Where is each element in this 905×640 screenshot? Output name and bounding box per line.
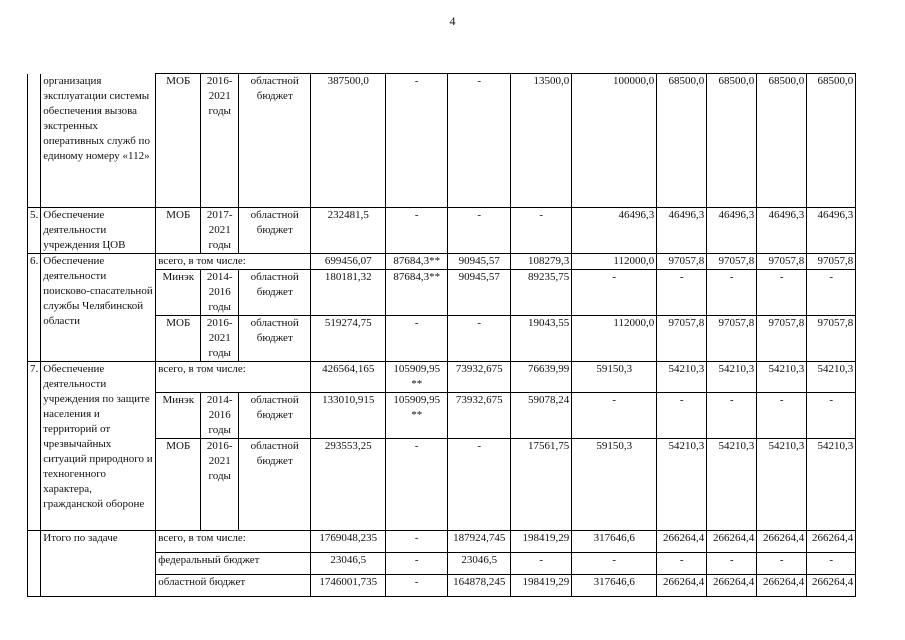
value-cell: 198419,29 — [511, 575, 572, 597]
table-row — [28, 254, 856, 270]
value-cell: - — [386, 439, 448, 531]
measure-name: организация эксплуатации системы обеспечения вызова экстренных оперативных служб по единому номеру «112» — [41, 74, 156, 208]
value-cell: 97057,8 — [657, 254, 707, 270]
value-cell: 87684,3** — [386, 254, 448, 270]
value-cell: - — [757, 393, 807, 439]
fed-label: федеральный бюджет — [156, 553, 311, 575]
value-cell: - — [511, 208, 572, 254]
value-cell: 97057,8 — [657, 316, 707, 362]
value-cell: - — [657, 270, 707, 316]
value-cell: 68500,0 — [807, 74, 856, 208]
executor-cell: МОБ — [156, 316, 201, 362]
obl-label: областной бюджет — [156, 575, 311, 597]
value-cell: - — [707, 270, 757, 316]
value-cell: 97057,8 — [707, 316, 757, 362]
value-cell: 54210,3 — [707, 362, 757, 393]
value-cell: 105909,95 ** — [386, 393, 448, 439]
value-cell: 46496,3 — [657, 208, 707, 254]
value-cell: 266264,4 — [757, 575, 807, 597]
value-cell: 46496,3 — [807, 208, 856, 254]
value-cell: 97057,8 — [707, 254, 757, 270]
value-cell: 266264,4 — [807, 531, 856, 553]
number-cell: 7. — [28, 362, 41, 531]
source-cell: областной бюджет — [239, 393, 311, 439]
period-cell: 2016-2021 годы — [201, 74, 239, 208]
value-cell: - — [511, 553, 572, 575]
value-cell: 97057,8 — [757, 316, 807, 362]
value-cell: 23046,5 — [448, 553, 511, 575]
value-cell: - — [757, 553, 807, 575]
value-cell: 266264,4 — [707, 531, 757, 553]
executor-cell: МОБ — [156, 74, 201, 208]
period-cell: 2014-2016 годы — [201, 270, 239, 316]
value-cell: 519274,75 — [311, 316, 386, 362]
value-cell: 59078,24 — [511, 393, 572, 439]
value-cell: - — [757, 270, 807, 316]
value-cell: 293553,25 — [311, 439, 386, 531]
total-label: всего, в том числе: — [156, 531, 311, 553]
value-cell: 68500,0 — [757, 74, 807, 208]
value-cell: - — [386, 531, 448, 553]
value-cell: 180181,32 — [311, 270, 386, 316]
value-cell: 97057,8 — [757, 254, 807, 270]
value-cell: 68500,0 — [707, 74, 757, 208]
source-cell: областной бюджет — [239, 316, 311, 362]
value-cell: 90945,57 — [448, 270, 511, 316]
value-cell: 266264,4 — [707, 575, 757, 597]
value-cell: 187924,745 — [448, 531, 511, 553]
value-cell: 426564,165 — [311, 362, 386, 393]
value-cell: - — [572, 270, 657, 316]
value-cell: 164878,245 — [448, 575, 511, 597]
total-label: всего, в том числе: — [156, 362, 311, 393]
value-cell: 89235,75 — [511, 270, 572, 316]
table-row — [28, 74, 856, 208]
page-number: 4 — [449, 14, 456, 28]
value-cell: - — [807, 393, 856, 439]
value-cell: - — [386, 316, 448, 362]
value-cell: 54210,3 — [707, 439, 757, 531]
value-cell: 54210,3 — [657, 439, 707, 531]
value-cell: - — [386, 553, 448, 575]
value-cell: 87684,3** — [386, 270, 448, 316]
value-cell: 46496,3 — [757, 208, 807, 254]
value-cell: 73932,675 — [448, 393, 511, 439]
measure-name: Обеспечение деятельности поисково-спасательной службы Челябинской области — [41, 254, 156, 362]
period-cell: 2016-2021 годы — [201, 316, 239, 362]
value-cell: 54210,3 — [807, 439, 856, 531]
number-cell — [28, 531, 41, 597]
source-cell: областной бюджет — [239, 208, 311, 254]
value-cell: - — [572, 393, 657, 439]
value-cell: 232481,5 — [311, 208, 386, 254]
value-cell: 387500,0 — [311, 74, 386, 208]
value-cell: 133010,915 — [311, 393, 386, 439]
value-cell: - — [707, 553, 757, 575]
value-cell: 317646,6 — [572, 575, 657, 597]
value-cell: 54210,3 — [757, 362, 807, 393]
value-cell: 90945,57 — [448, 254, 511, 270]
value-cell: 198419,29 — [511, 531, 572, 553]
total-name: Итого по задаче — [41, 531, 156, 597]
value-cell: 76639,99 — [511, 362, 572, 393]
value-cell: - — [448, 316, 511, 362]
value-cell: 266264,4 — [657, 531, 707, 553]
period-cell: 2016-2021 годы — [201, 439, 239, 531]
source-cell: областной бюджет — [239, 270, 311, 316]
value-cell: 54210,3 — [757, 439, 807, 531]
value-cell: 100000,0 — [572, 74, 657, 208]
measure-name: Обеспечение деятельности учреждения по защите населения и территорий от чрезвычайных ситуаций природного и техногенного характера, гражданской обороне — [41, 362, 156, 531]
value-cell: 17561,75 — [511, 439, 572, 531]
value-cell: 68500,0 — [657, 74, 707, 208]
value-cell: - — [807, 270, 856, 316]
value-cell: 54210,3 — [657, 362, 707, 393]
value-cell: - — [386, 208, 448, 254]
number-cell: 5. — [28, 208, 41, 254]
value-cell: - — [707, 393, 757, 439]
period-cell: 2014-2016 годы — [201, 393, 239, 439]
value-cell: 13500,0 — [511, 74, 572, 208]
value-cell: 112000,0 — [572, 316, 657, 362]
value-cell: 23046,5 — [311, 553, 386, 575]
source-cell: областной бюджет — [239, 74, 311, 208]
value-cell: 105909,95 ** — [386, 362, 448, 393]
value-cell: 46496,3 — [707, 208, 757, 254]
value-cell: 59150,3 — [572, 439, 657, 531]
value-cell: 266264,4 — [657, 575, 707, 597]
table-row — [28, 531, 856, 553]
table-row — [28, 208, 856, 254]
executor-cell: Минэк — [156, 393, 201, 439]
value-cell: 112000,0 — [572, 254, 657, 270]
number-cell — [28, 74, 41, 208]
value-cell: - — [448, 208, 511, 254]
number-cell: 6. — [28, 254, 41, 362]
executor-cell: МОБ — [156, 208, 201, 254]
source-cell: областной бюджет — [239, 439, 311, 531]
value-cell: - — [448, 439, 511, 531]
measure-name: Обеспечение деятельности учреждения ЦОВ — [41, 208, 156, 254]
value-cell: 59150,3 — [572, 362, 657, 393]
value-cell: - — [448, 74, 511, 208]
table-row — [28, 362, 856, 393]
value-cell: 1746001,735 — [311, 575, 386, 597]
executor-cell: Минэк — [156, 270, 201, 316]
value-cell: 73932,675 — [448, 362, 511, 393]
value-cell: 266264,4 — [807, 575, 856, 597]
value-cell: 97057,8 — [807, 316, 856, 362]
value-cell: 108279,3 — [511, 254, 572, 270]
value-cell: 699456,07 — [311, 254, 386, 270]
value-cell: - — [572, 553, 657, 575]
budget-table — [27, 73, 856, 597]
total-label: всего, в том числе: — [156, 254, 311, 270]
value-cell: - — [657, 393, 707, 439]
value-cell: - — [657, 553, 707, 575]
value-cell: 97057,8 — [807, 254, 856, 270]
value-cell: 266264,4 — [757, 531, 807, 553]
value-cell: - — [807, 553, 856, 575]
value-cell: 19043,55 — [511, 316, 572, 362]
value-cell: 1769048,235 — [311, 531, 386, 553]
executor-cell: МОБ — [156, 439, 201, 531]
value-cell: 54210,3 — [807, 362, 856, 393]
value-cell: - — [386, 575, 448, 597]
period-cell: 2017-2021 годы — [201, 208, 239, 254]
value-cell: 317646,6 — [572, 531, 657, 553]
value-cell: 46496,3 — [572, 208, 657, 254]
value-cell: - — [386, 74, 448, 208]
